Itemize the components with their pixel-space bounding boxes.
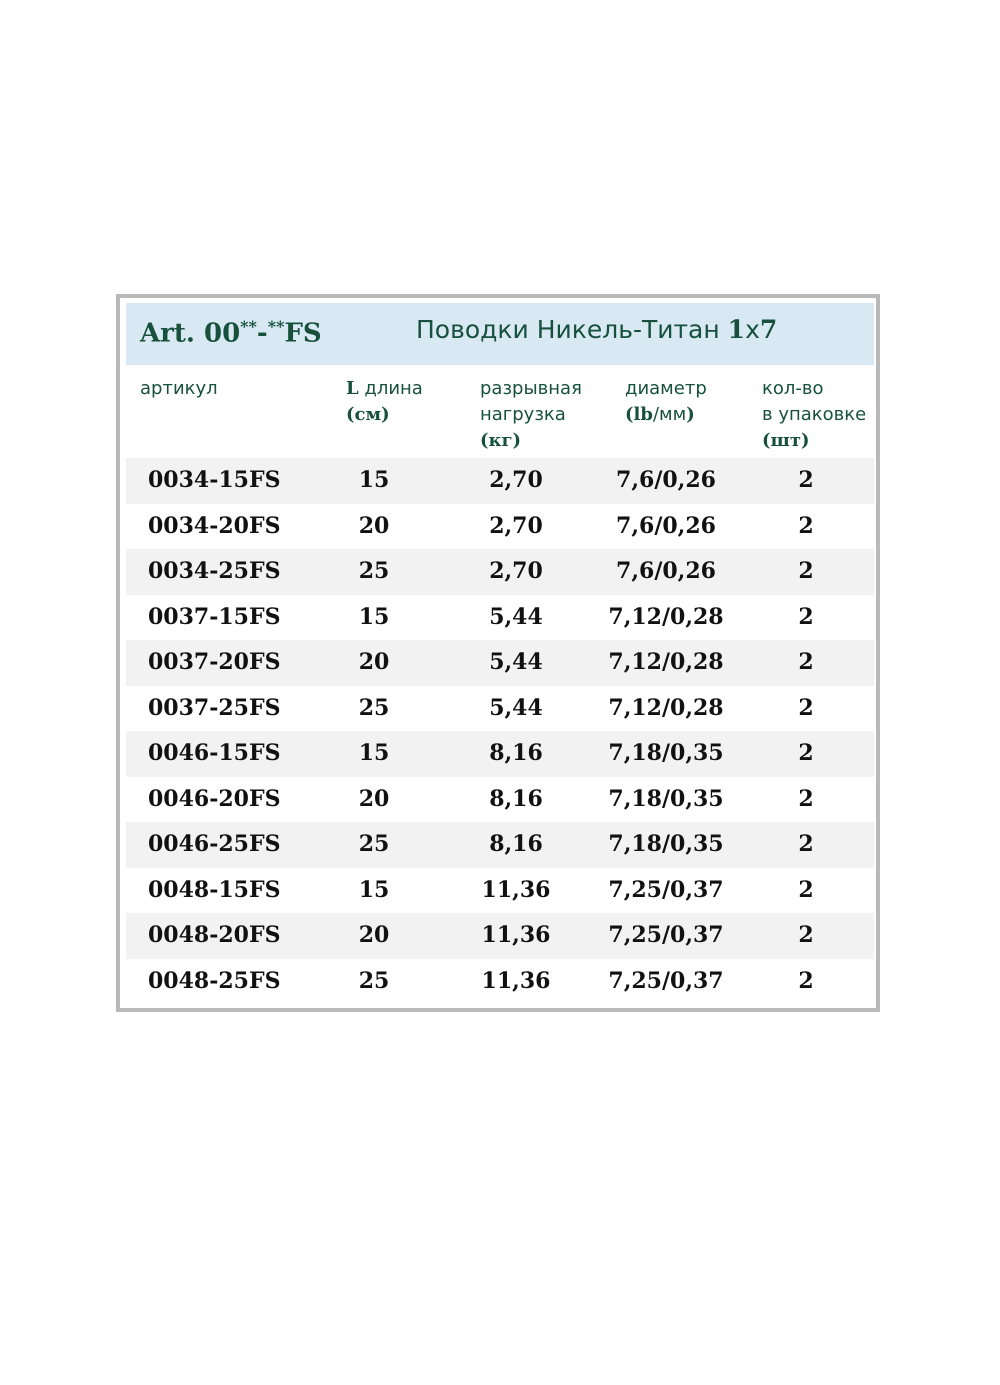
- length-cell: 25: [358, 967, 390, 994]
- art-suffix: FS: [284, 318, 322, 349]
- load-cell: 11,36: [481, 967, 551, 994]
- qty-cell: 2: [798, 876, 814, 903]
- diameter-cell: 7,25/0,37: [608, 876, 724, 903]
- header-diameter: [625, 376, 707, 428]
- art-dash: -: [256, 318, 268, 349]
- header-diameter-lb: lb: [633, 404, 653, 425]
- qty-cell: 2: [798, 967, 814, 994]
- length-cell: 15: [358, 467, 390, 493]
- qty-cell: 2: [798, 512, 814, 539]
- article-cell: 0048-15FS: [148, 876, 281, 903]
- diameter-cell: 7,6/0,26: [616, 512, 716, 539]
- header-qty: [762, 376, 866, 454]
- article-cell: 0037-15FS: [148, 603, 281, 630]
- product-name: Поводки Никель-Титан: [416, 315, 728, 344]
- header-load-unit: (кг): [480, 430, 522, 451]
- article-cell: 0046-25FS: [148, 831, 281, 857]
- table-row: [126, 731, 874, 777]
- art-stars-2: **: [267, 317, 285, 336]
- load-cell: 8,16: [489, 785, 543, 812]
- table-row: [126, 913, 874, 959]
- diameter-cell: 7,18/0,35: [608, 831, 724, 857]
- article-cell: 0034-15FS: [148, 467, 281, 493]
- table-row: [126, 868, 874, 914]
- product-spec-7: 7: [759, 315, 778, 344]
- header-length-word: длина: [358, 378, 423, 399]
- table-row: [126, 549, 874, 595]
- length-cell: 15: [358, 740, 390, 766]
- load-cell: 8,16: [489, 740, 543, 766]
- header-qty-unit: (шт): [762, 430, 810, 451]
- length-cell: 25: [358, 831, 390, 857]
- table-row: [126, 504, 874, 550]
- load-cell: 5,44: [489, 649, 543, 675]
- table-row: [126, 595, 874, 641]
- diameter-cell: 7,12/0,28: [608, 603, 724, 630]
- load-cell: 8,16: [489, 831, 543, 857]
- diameter-cell: 7,18/0,35: [608, 785, 724, 812]
- table-row: [126, 686, 874, 732]
- qty-cell: 2: [798, 740, 814, 766]
- article-cell: 0048-20FS: [148, 922, 281, 948]
- qty-cell: 2: [798, 694, 814, 721]
- load-cell: 2,70: [489, 558, 543, 584]
- header-diameter-label: диаметр: [625, 378, 707, 399]
- length-cell: 15: [358, 876, 390, 903]
- art-stars-1: **: [240, 317, 257, 336]
- diameter-cell: 7,6/0,26: [616, 467, 716, 493]
- load-cell: 11,36: [481, 876, 551, 903]
- article-cell: 0046-15FS: [148, 740, 281, 766]
- diameter-cell: 7,18/0,35: [608, 740, 724, 766]
- header-length-unit: (см): [346, 404, 390, 425]
- header-length-l: L: [346, 378, 359, 399]
- header-length: [346, 376, 423, 428]
- header-qty-line1: кол-во: [762, 378, 824, 399]
- article-cell: 0046-20FS: [148, 785, 281, 812]
- length-cell: 25: [358, 558, 390, 584]
- table-row: [126, 640, 874, 686]
- header-load-line2: нагрузка: [480, 404, 566, 425]
- diameter-cell: 7,6/0,26: [616, 558, 716, 584]
- qty-cell: 2: [798, 922, 814, 948]
- load-cell: 2,70: [489, 512, 543, 539]
- qty-cell: 2: [798, 785, 814, 812]
- length-cell: 20: [358, 922, 390, 948]
- article-code-title: [140, 317, 322, 349]
- load-cell: 5,44: [489, 694, 543, 721]
- qty-cell: 2: [798, 831, 814, 857]
- product-spec-card: [116, 294, 880, 1012]
- length-cell: 20: [358, 512, 390, 539]
- product-spec-x: x: [745, 315, 760, 344]
- header-load: [480, 376, 582, 454]
- length-cell: 15: [358, 603, 390, 630]
- table-row: [126, 458, 874, 504]
- load-cell: 11,36: [481, 922, 551, 948]
- header-article: [140, 376, 218, 402]
- title-bar: [126, 303, 874, 365]
- spec-table-body: [126, 458, 874, 1004]
- table-row: [126, 777, 874, 823]
- load-cell: 5,44: [489, 603, 543, 630]
- table-row: [126, 822, 874, 868]
- diameter-cell: 7,12/0,28: [608, 694, 724, 721]
- diameter-cell: 7,12/0,28: [608, 649, 724, 675]
- length-cell: 20: [358, 785, 390, 812]
- article-cell: 0034-25FS: [148, 558, 281, 584]
- length-cell: 20: [358, 649, 390, 675]
- article-cell: 0037-25FS: [148, 694, 281, 721]
- header-diameter-open: (: [625, 404, 634, 425]
- qty-cell: 2: [798, 649, 814, 675]
- diameter-cell: 7,25/0,37: [608, 922, 724, 948]
- article-cell: 0048-25FS: [148, 967, 281, 994]
- header-diameter-close: ): [686, 404, 695, 425]
- qty-cell: 2: [798, 558, 814, 584]
- article-cell: 0034-20FS: [148, 512, 281, 539]
- load-cell: 2,70: [489, 467, 543, 493]
- diameter-cell: 7,25/0,37: [608, 967, 724, 994]
- article-cell: 0037-20FS: [148, 649, 281, 675]
- length-cell: 25: [358, 694, 390, 721]
- header-load-line1: разрывная: [480, 378, 582, 399]
- product-spec-1: 1: [727, 315, 746, 344]
- product-name-title: [416, 315, 777, 344]
- table-row: [126, 959, 874, 1005]
- header-qty-line2: в упаковке: [762, 404, 867, 425]
- qty-cell: 2: [798, 603, 814, 630]
- header-article-label: артикул: [140, 378, 218, 399]
- header-diameter-mm: /мм: [652, 404, 687, 425]
- qty-cell: 2: [798, 467, 814, 493]
- art-prefix: Art. 00: [140, 318, 241, 349]
